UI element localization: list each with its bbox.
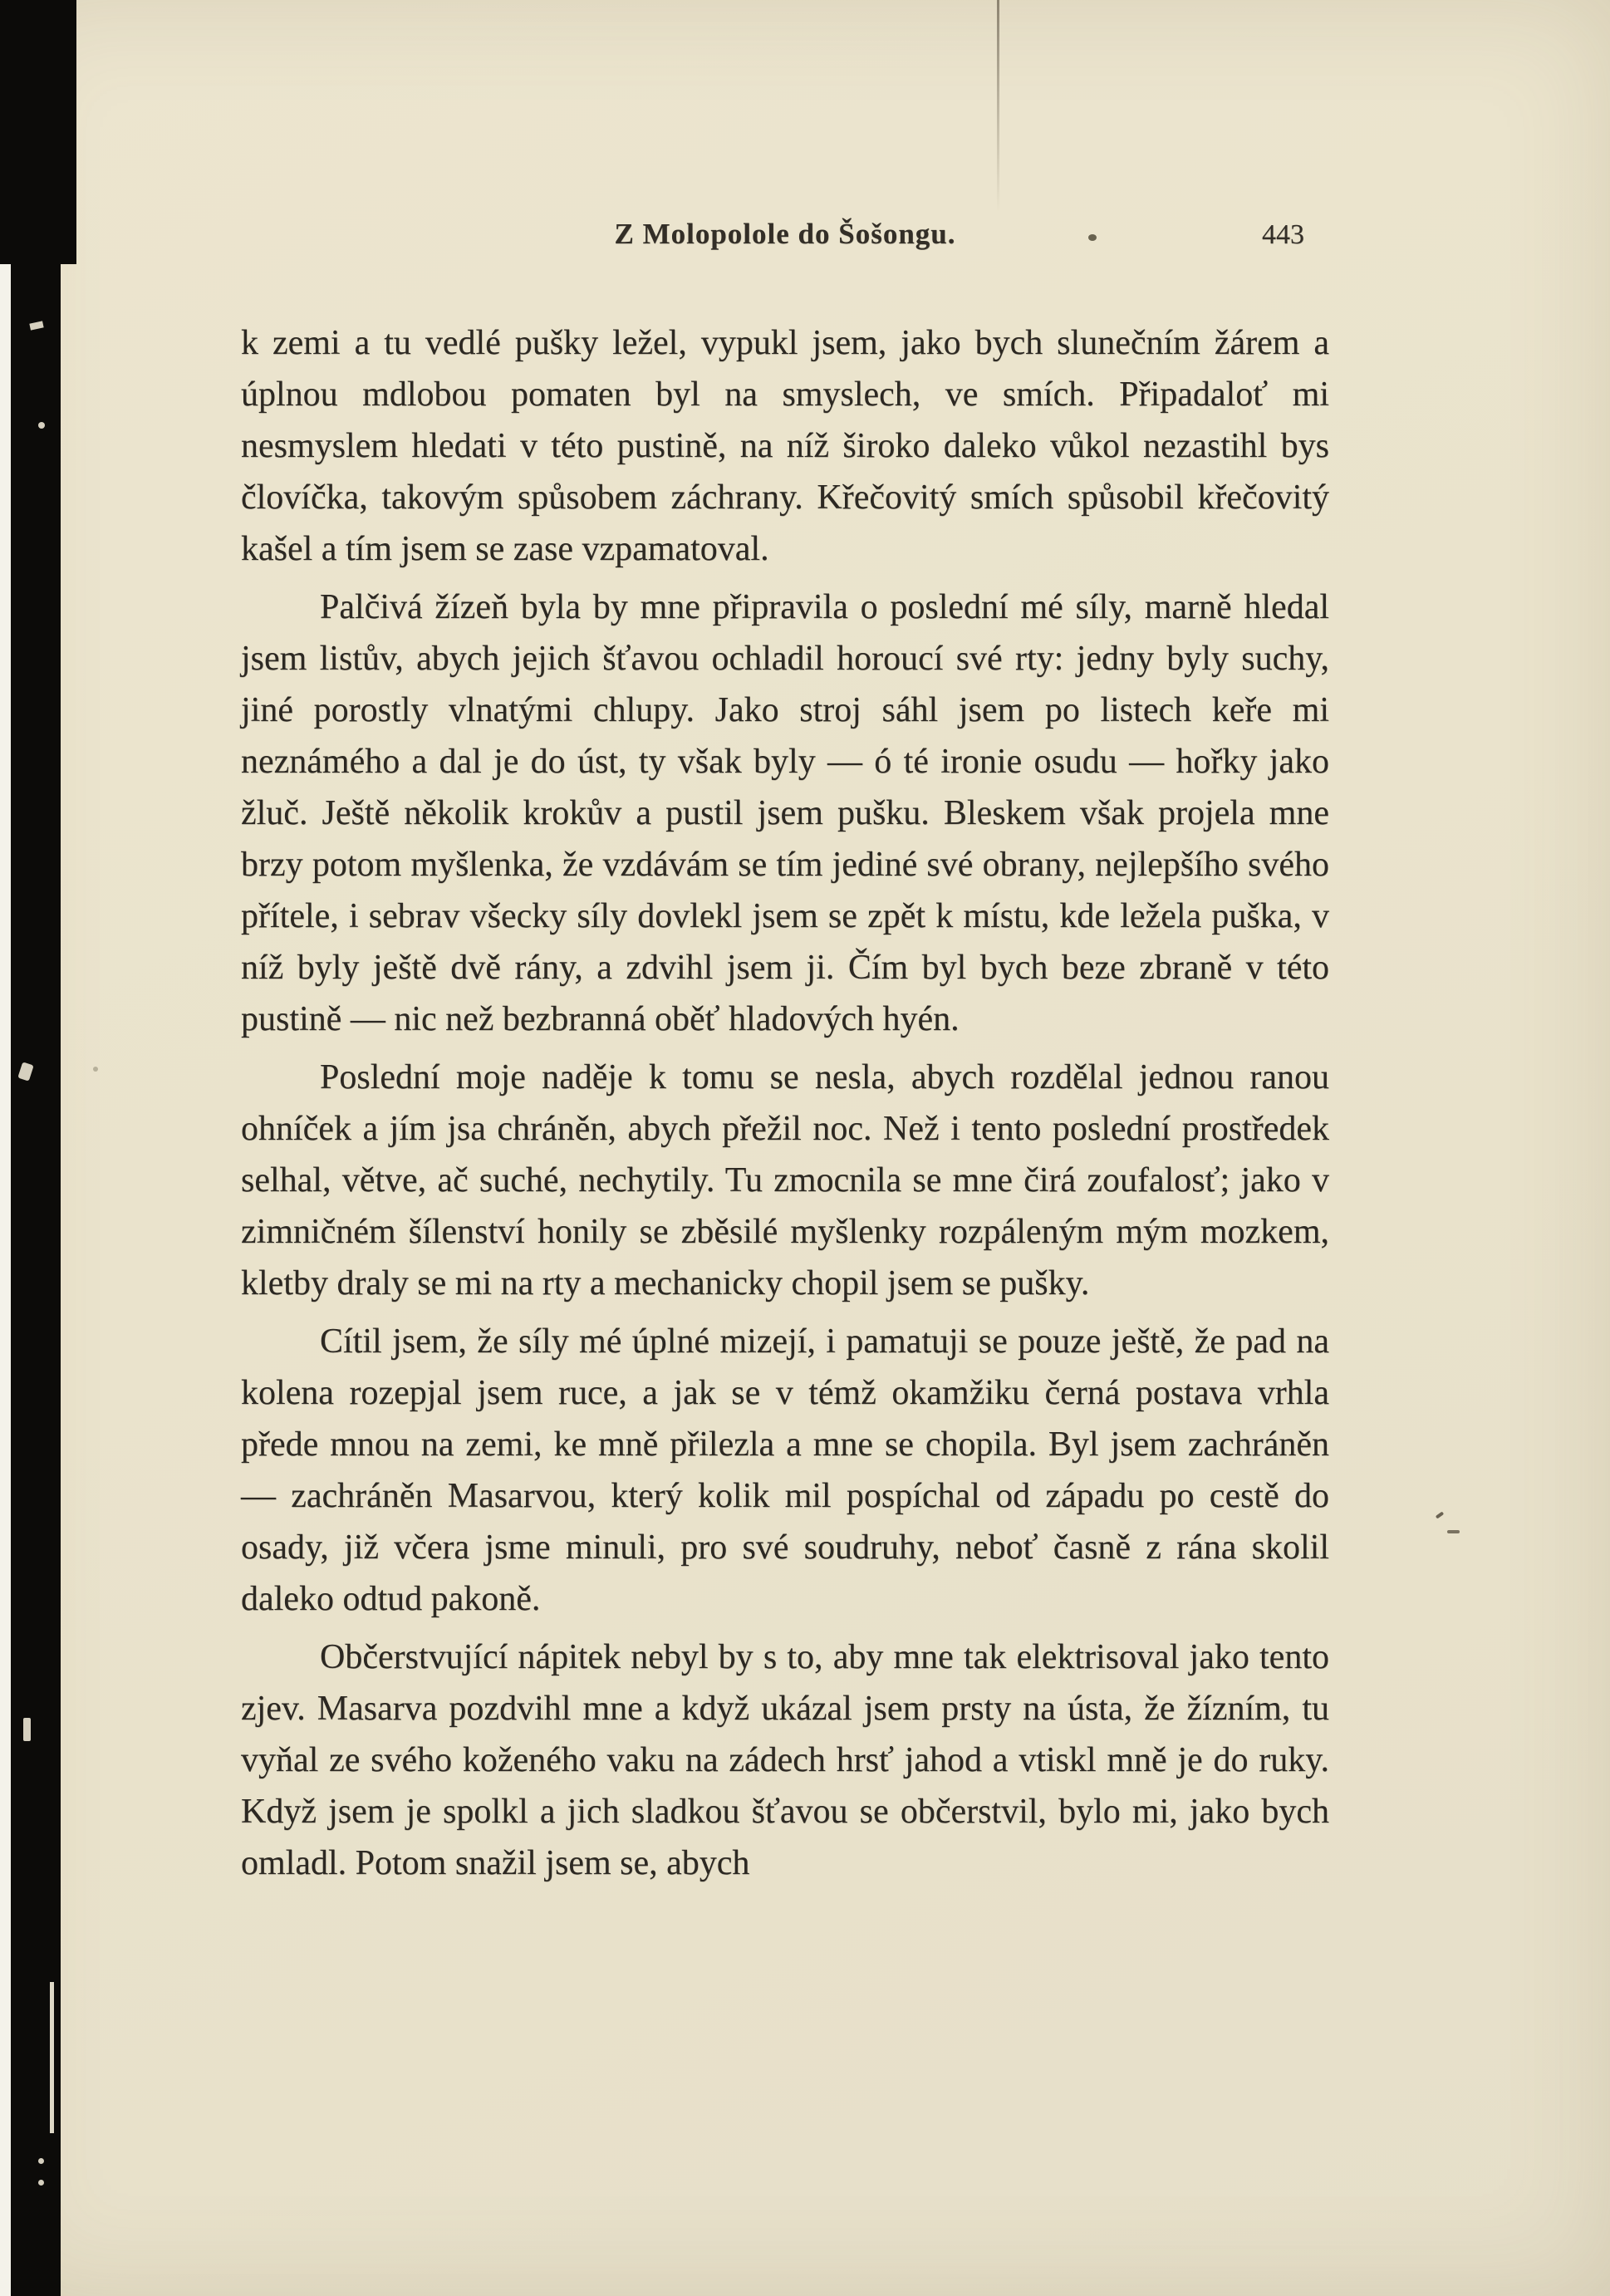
gutter-crease: [997, 0, 999, 212]
paper-speck: [93, 1067, 98, 1072]
page-number: 443: [1262, 219, 1304, 250]
scan-corner-black: [0, 0, 76, 264]
running-head: [241, 218, 1329, 254]
ink-dot: [1088, 234, 1097, 241]
text-block: [241, 218, 1329, 1896]
paragraph: Poslední moje naděje k tomu se nesla, abych rozdělal jednou ranou ohníček a jím jsa chráněn, abych přežil noc. Než i tento poslední prostředek selhal, větve, ač suché, nechytily. Tu zmocnila se mne čirá zoufalosť; jako v zimničném šílenství honily se zběsilé myšlenky rozpáleným mým mozkem, kletby draly se mi na rty a mechanicky chopil jsem se pušky.: [241, 1058, 1329, 1303]
margin-ink-mark: [1436, 1511, 1444, 1518]
scan-artifact: [50, 1982, 54, 2133]
scan-edge-white: [0, 0, 11, 2296]
body-text: [241, 317, 1329, 1889]
margin-ink-mark: [1447, 1530, 1460, 1533]
scan-artifact: [38, 422, 45, 429]
paragraph: Cítil jsem, že síly mé úplné mizejí, i pamatuji se pouze ještě, že pad na kolena rozepjal jsem ruce, a jak se v témž okamžiku černá postava vrhla přede mnou na zemi, ke mně přilezla a mne se chopila. Byl jsem zachráněn — zachráněn Masarvou, který kolik mil pospíchal od západu po cestě do osady, již včera jsme minuli, pro své soudruhy, neboť časně z rána skolil daleko odtud pakoně.: [241, 1322, 1329, 1618]
running-title: Z Molopolole do Šošongu.: [614, 218, 956, 250]
paragraph: Občerstvující nápitek nebyl by s to, aby mne tak elektrisoval jako tento zjev. Masarva pozdvihl mne a když ukázal jsem prsty na ústa, že žízním, tu vyňal ze svého koženého vaku na zádech hrsť jahod a vtiskl mně je do ruky. Když jsem je spolkl a jich sladkou šťavou se občerstvil, bylo mi, jako bych omladl. Potom snažil jsem se, abych: [241, 1638, 1329, 1882]
scan-edge-bar: [11, 0, 61, 2296]
scan-artifact: [23, 1718, 31, 1741]
scan-artifact: [38, 2180, 44, 2186]
scan-artifact: [38, 2158, 44, 2164]
paragraph: k zemi a tu vedlé pušky ležel, vypukl jsem, jako bych slunečním žárem a úplnou mdlobou pomaten byl na smyslech, ve smích. Připadaloť mi nesmyslem hledati v této pustině, na níž široko daleko vůkol nezastihl bys človíčka, takovým spůsobem záchrany. Křečovitý smích spůsobil křečovitý kašel a tím jsem se zase vzpamatoval.: [241, 324, 1329, 568]
paragraph: Palčivá žízeň byla by mne připravila o poslední mé síly, marně hledal jsem listův, abych jejich šťavou ochladil horoucí své rty: jedny byly suchy, jiné porostly vlnatými chlupy. Jako stroj sáhl jsem po listech keře mi neznámého a dal je do úst, ty však byly — ó té ironie osudu — hořky jako žluč. Ještě několik krokův a pustil jsem pušku. Bleskem však projela mne brzy potom myšlenka, že vzdávám se tím jediné své obrany, nejlepšího svého přítele, i sebrav všecky síly dovlekl jsem se zpět k místu, kde ležela puška, v níž byly ještě dvě rány, a zdvihl jsem ji. Čím byl bych beze zbraně v této pustině — nic než bezbranná oběť hladových hyén.: [241, 588, 1329, 1038]
